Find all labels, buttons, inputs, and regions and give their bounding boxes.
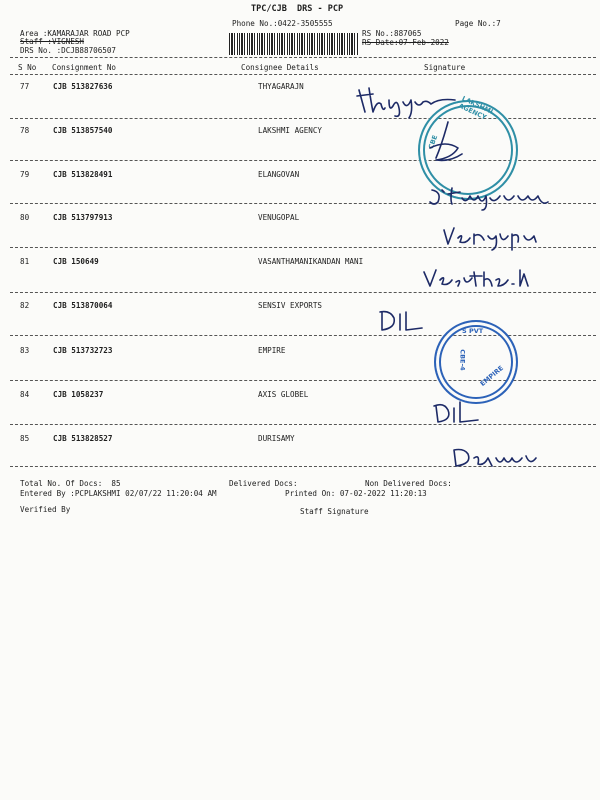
row-consignee: THYAGARAJN: [258, 82, 304, 91]
row-sno: 79: [20, 170, 30, 179]
row-sno: 83: [20, 346, 30, 355]
row-sno: 78: [20, 126, 30, 135]
rs-date: RS Date:07-Feb-2022: [362, 38, 449, 47]
row-sno: 80: [20, 213, 30, 222]
row-consignee: ELANGOVAN: [258, 170, 300, 179]
staff-label: Staff :VIGNESH: [20, 37, 85, 46]
verified-by: Verified By: [20, 505, 71, 514]
barcode: [229, 33, 359, 55]
row-consignment: CJB 150649: [53, 257, 99, 266]
non-delivered-docs: Non Delivered Docs:: [365, 479, 452, 488]
signature-row-82: [376, 306, 426, 336]
document-title: TPC/CJB DRS - PCP: [251, 4, 344, 14]
row-consignment: CJB 1058237: [53, 390, 104, 399]
signature-row-81: [420, 266, 530, 292]
stamp-text: LAKSHMI AGENCY: [457, 94, 495, 122]
stamp-text: CBE-4: [458, 349, 467, 371]
row-sno: 77: [20, 82, 30, 91]
total-docs: Total No. Of Docs: 85: [20, 479, 121, 488]
stamp-text: EMPIRE: [478, 364, 505, 388]
empire-stamp: [434, 320, 518, 404]
signature-row-79: [428, 182, 558, 212]
area-label: Area :KAMARAJAR ROAD PCP: [20, 29, 130, 38]
divider: [10, 424, 596, 425]
drs-number: DRS No. :DCJB88706507: [20, 46, 117, 55]
row-sno: 82: [20, 301, 30, 310]
row-consignment: CJB 513828491: [53, 170, 113, 179]
rs-number: RS No.:887065: [362, 29, 422, 38]
column-header-signature: Signature: [424, 63, 466, 72]
row-sno: 84: [20, 390, 30, 399]
phone-number: Phone No.:0422-3505555: [232, 19, 333, 28]
signature-row-84: [432, 398, 482, 428]
divider: [10, 74, 596, 75]
row-consignee: LAKSHMI AGENCY: [258, 126, 323, 135]
row-consignment: CJB 513827636: [53, 82, 113, 91]
row-sno: 85: [20, 434, 30, 443]
row-consignee: SENSIV EXPORTS: [258, 301, 323, 310]
divider: [10, 292, 596, 293]
delivered-docs: Delivered Docs:: [229, 479, 298, 488]
signature-row-77: [355, 82, 465, 122]
column-header-sno: S No: [18, 63, 37, 72]
row-consignment: CJB 513797913: [53, 213, 113, 222]
row-consignee: AXIS GLOBEL: [258, 390, 309, 399]
printed-on: Printed On: 07-02-2022 11:20:13: [285, 489, 427, 498]
row-consignment: CJB 513732723: [53, 346, 113, 355]
signature-row-78: [422, 118, 472, 166]
divider: [10, 57, 596, 58]
staff-signature-label: Staff Signature: [300, 507, 369, 516]
row-consignment: CJB 513870064: [53, 301, 113, 310]
signature-row-85: [450, 444, 540, 470]
column-header-consignee: Consignee Details: [241, 63, 319, 72]
row-consignment: CJB 513828527: [53, 434, 113, 443]
row-consignee: VASANTHAMANIKANDAN MANI: [258, 257, 364, 266]
row-consignment: CJB 513857540: [53, 126, 113, 135]
page-number: Page No.:7: [455, 19, 501, 28]
row-sno: 81: [20, 257, 30, 266]
row-consignee: EMPIRE: [258, 346, 286, 355]
stamp-text: S PVT: [462, 327, 484, 335]
signature-row-80: [440, 222, 550, 252]
column-header-consignment: Consignment No: [52, 63, 117, 72]
row-consignee: DURISAMY: [258, 434, 295, 443]
stamp-text: CBE: [426, 133, 440, 151]
entered-by: Entered By :PCPLAKSHMI 02/07/22 11:20:04 AM: [20, 489, 217, 498]
row-consignee: VENUGOPAL: [258, 213, 300, 222]
